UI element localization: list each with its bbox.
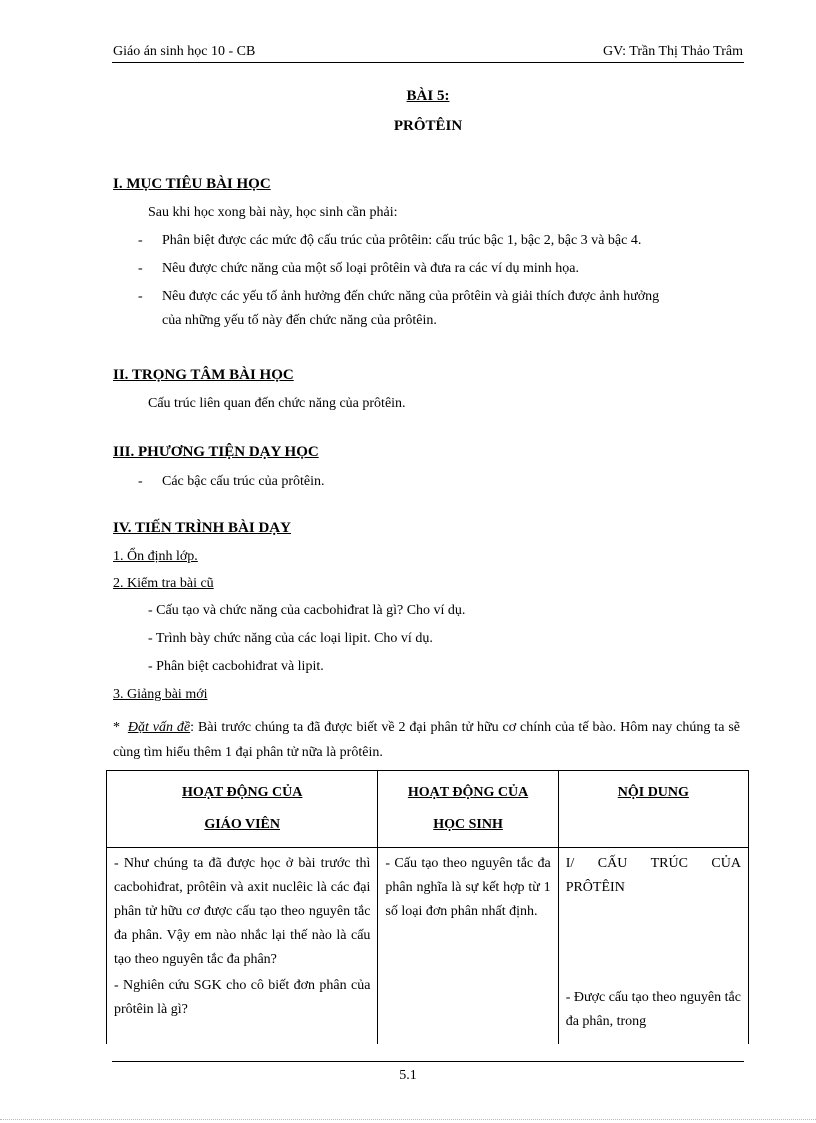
problem-statement: * Đặt vấn đề: Bài trước chúng ta đã được biết về 2 đại phân tử hữu cơ chính của tế bào. Hôm nay chúng ta sẽ cùng tìm hiểu thêm 1 đại phân tử nữa là prôtêin.	[113, 720, 740, 760]
bullet-dash: -	[138, 474, 143, 489]
section-1-intro: Sau khi học xong bài này, học sinh cần phải:	[148, 205, 398, 220]
teacher-question: - Nghiên cứu SGK cho cô biết đơn phân của prôtêin là gì?	[114, 978, 371, 1017]
section-3-heading: III. PHƯƠNG TIỆN DẠY HỌC	[113, 444, 319, 460]
teacher-question: - Như chúng ta đã được học ở bài trước thì cacbohiđrat, prôtêin và axit nuclêic là các đại phân tử hữu cơ được cấu tạo theo nguyên tắc đa phân. Vậy em nào nhắc lại thế nào là cấu tạo theo nguyên tắc đa phân?	[114, 856, 371, 967]
footer-divider	[112, 1061, 744, 1062]
header-divider	[112, 62, 744, 63]
header-subject: Giáo án sinh học 10 - CB	[113, 44, 256, 59]
step-3: 3. Giảng bài mới	[113, 687, 208, 702]
step-1: 1. Ổn định lớp.	[113, 549, 198, 564]
student-activity-header: HOẠT ĐỘNG CỦA HỌC SINH	[378, 771, 558, 848]
content-header: NỘI DUNG	[558, 771, 748, 848]
bullet-dash: -	[138, 233, 143, 248]
bullet-dash: -	[138, 261, 143, 276]
section-2-heading: II. TRỌNG TÂM BÀI HỌC	[113, 367, 294, 383]
teacher-activity-cell	[107, 848, 378, 1045]
review-question: - Trình bày chức năng của các loại lipit. Cho ví dụ.	[148, 631, 433, 646]
header-teacher: GV: Trần Thị Thảo Trâm	[602, 44, 743, 59]
student-answer: - Cấu tạo theo nguyên tắc đa phân nghĩa là sự kết hợp từ 1 số loại đơn phân nhất định.	[385, 856, 551, 919]
student-activity-cell	[378, 848, 558, 1045]
page-edge	[0, 1119, 816, 1120]
review-question: - Cấu tạo và chức năng của cacbohiđrat là gì? Cho ví dụ.	[148, 603, 466, 618]
page-number: 5.1	[399, 1068, 417, 1083]
section-1-heading: I. MỤC TIÊU BÀI HỌC	[113, 176, 271, 192]
section-3-item: Các bậc cấu trúc của prôtêin.	[162, 474, 325, 489]
content-cell	[558, 848, 748, 1045]
section-4-heading: IV. TIẾN TRÌNH BÀI DẠY	[113, 520, 291, 536]
content-text: - Được cấu tạo theo nguyên tắc đa phân, trong	[565, 990, 741, 1029]
lesson-activity-table	[106, 770, 749, 1044]
bullet-dash: -	[138, 289, 143, 304]
lesson-number: BÀI 5:	[406, 88, 450, 104]
objective-item: Nêu được chức năng của một số loại prôtêin và đưa ra các ví dụ minh họa.	[162, 261, 579, 276]
review-question: - Phân biệt cacbohiđrat và lipit.	[148, 659, 324, 674]
content-section-heading: I/ CẤU TRÚC CỦA PRÔTÊIN	[565, 856, 741, 895]
step-2: 2. Kiểm tra bài cũ	[113, 576, 214, 591]
objective-item-continued: của những yếu tố này đến chức năng của prôtêin.	[162, 313, 437, 328]
objective-item: Nêu được các yếu tố ảnh hưởng đến chức năng của prôtêin và giải thích được ảnh hưởng	[162, 289, 660, 304]
lesson-title: PRÔTÊIN	[393, 118, 463, 134]
section-2-text: Cấu trúc liên quan đến chức năng của prôtêin.	[148, 396, 406, 411]
teacher-activity-header: HOẠT ĐỘNG CỦA GIÁO VIÊN	[107, 771, 378, 848]
objective-item: Phân biệt được các mức độ cấu trúc của prôtêin: cấu trúc bậc 1, bậc 2, bậc 3 và bậc 4.	[162, 233, 642, 248]
